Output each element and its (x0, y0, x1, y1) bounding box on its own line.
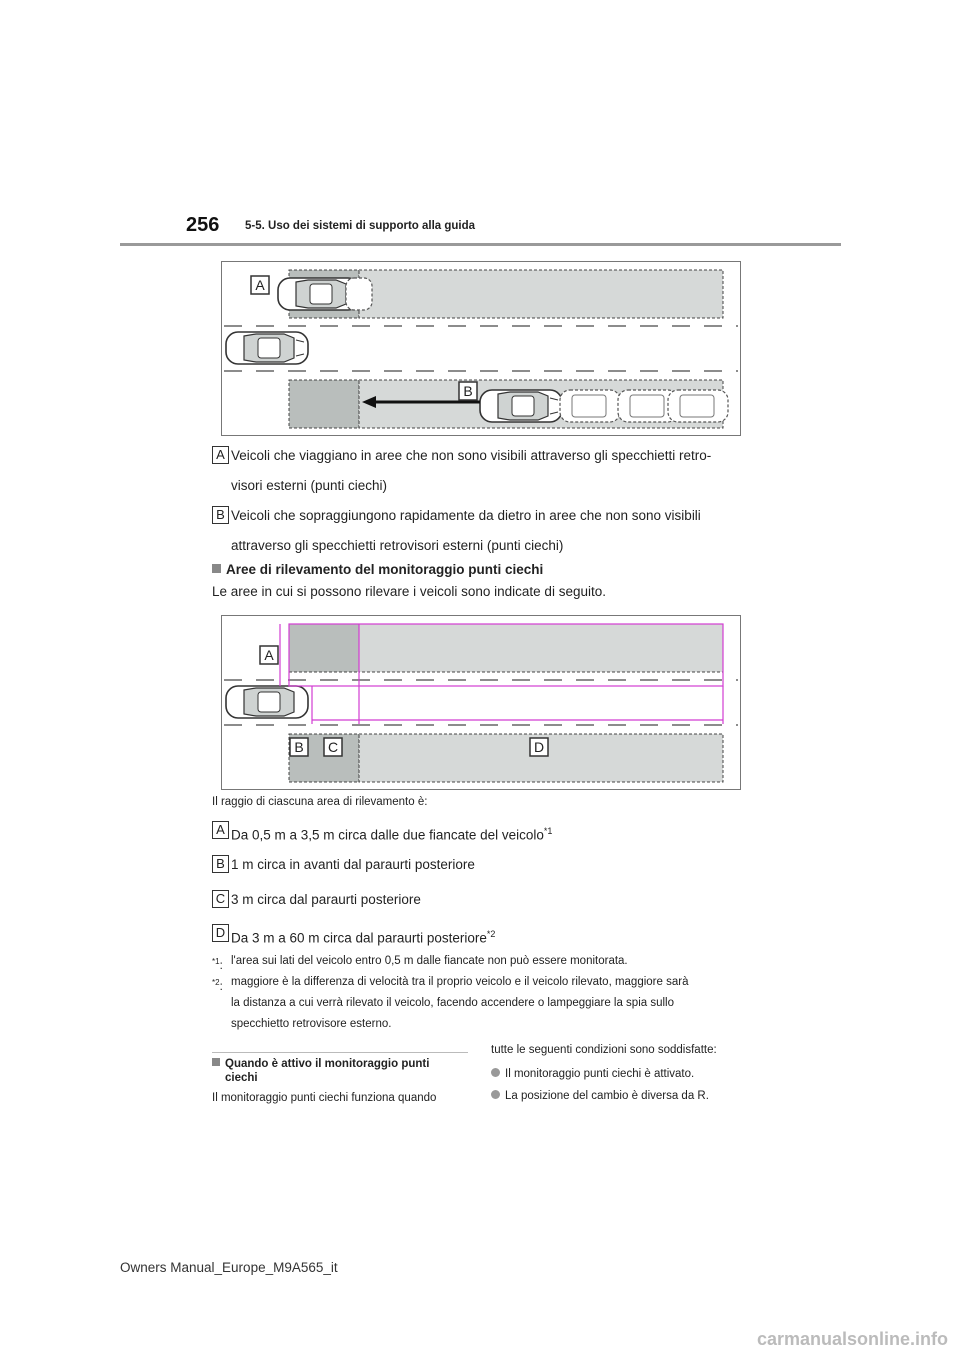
legend1-b-line1: Veicoli che sopraggiungono rapidamente da dietro in aree che non sono visibili (231, 508, 701, 523)
car-ghost (346, 278, 372, 310)
legend2-d-text: Da 3 m a 60 m circa dal paraurti posteriore (231, 930, 487, 946)
right-column-text: tutte le seguenti condizioni sono soddisfatte: (491, 1044, 717, 1056)
square-bullet-icon (212, 564, 221, 573)
fig2-label-d: D (533, 739, 545, 755)
figure2-caption: Il raggio di ciascuna area di rilevamento è: (212, 796, 428, 808)
condition-bullet-2: La posizione del cambio è diversa da R. (491, 1090, 709, 1102)
legend1-item-a (212, 446, 772, 496)
detection-area-figure (221, 615, 741, 790)
zone-b-dark (289, 380, 359, 428)
approaching-car-ghost-3 (668, 390, 728, 422)
fig2-label-a: A (264, 647, 274, 663)
legend2-item-d (212, 924, 772, 944)
label-a: A (212, 446, 229, 464)
bullet-dot-icon (491, 1090, 500, 1099)
legend1-a-line2: visori esterni (punti ciechi) (231, 478, 388, 493)
legend1-item-b (212, 506, 772, 556)
footnote-ref-1: *1 (543, 826, 553, 836)
legend2-c-text: 3 m circa dal paraurti posteriore (231, 892, 421, 907)
watermark: carmanualsonline.info (756, 1329, 948, 1349)
label-b: B (212, 855, 229, 873)
left-column-heading: Quando è attivo il monitoraggio punti ciechi (212, 1057, 472, 1085)
column-rule (212, 1052, 468, 1053)
approaching-car-ghost-1 (560, 390, 620, 422)
detect-zone-a-light (359, 624, 723, 672)
legend2-a-text: Da 0,5 m a 3,5 m circa dalle due fiancate del veicolo (231, 827, 544, 843)
legend1-b-line2: attraverso gli specchietti retrovisori esterni (punti ciechi) (231, 538, 564, 553)
footnote-2: $^{*2}$: maggiore è la differenza di velocità tra il proprio veicolo e il veicolo rilevato, maggiore sarà la distanza a cui verrà rilevato il veicolo, facendo accendere o lampeggiare la spia sullo specchietto retrovisore esterno. (212, 976, 689, 1030)
label-c: C (212, 890, 229, 908)
fig2-label-c: C (327, 739, 339, 755)
page-number: 256 (186, 214, 220, 236)
footer-text: Owners Manual_Europe_M9A565_it (120, 1260, 338, 1275)
footnote-1: $^{*1}$: l'area sui lati del veicolo entro 0,5 m dalle fiancate non può essere monitorata. (212, 955, 628, 972)
road-diagram-1 (222, 262, 740, 435)
detect-zone-a-dark (289, 624, 359, 672)
label-d: D (212, 924, 229, 942)
header-rule (120, 243, 841, 246)
blind-spot-figure-1 (221, 261, 741, 436)
legend1-a-line1: Veicoli che viaggiano in aree che non sono visibili attraverso gli specchietti retro- (231, 448, 712, 463)
condition-bullet-1: Il monitoraggio punti ciechi è attivato. (491, 1068, 694, 1080)
left-column-text: Il monitoraggio punti ciechi funziona quando (212, 1092, 437, 1104)
fig1-label-b: B (463, 383, 473, 399)
fig2-label-b: B (294, 739, 304, 755)
bullet-dot-icon (491, 1068, 500, 1077)
legend2-item-a (212, 821, 772, 841)
label-a: A (212, 821, 229, 839)
legend2-item-b (212, 855, 772, 875)
fig1-label-a: A (255, 277, 265, 293)
legend2-b-text: 1 m circa in avanti dal paraurti posteriore (231, 857, 475, 872)
legend2-item-c (212, 890, 772, 910)
own-vehicle (226, 332, 308, 364)
label-b: B (212, 506, 229, 524)
zone-a-light (359, 270, 723, 318)
section-intro: Le aree in cui si possono rilevare i veicoli sono indicate di seguito. (212, 584, 606, 599)
square-bullet-icon (212, 1058, 220, 1066)
approaching-car (480, 390, 562, 422)
own-vehicle-2 (226, 686, 308, 718)
footnote-ref-2: *2 (486, 929, 496, 939)
section-heading: Aree di rilevamento del monitoraggio punti ciechi (212, 562, 543, 577)
section-title: 5-5. Uso dei sistemi di supporto alla guida (245, 220, 476, 232)
road-diagram-2 (222, 616, 740, 789)
